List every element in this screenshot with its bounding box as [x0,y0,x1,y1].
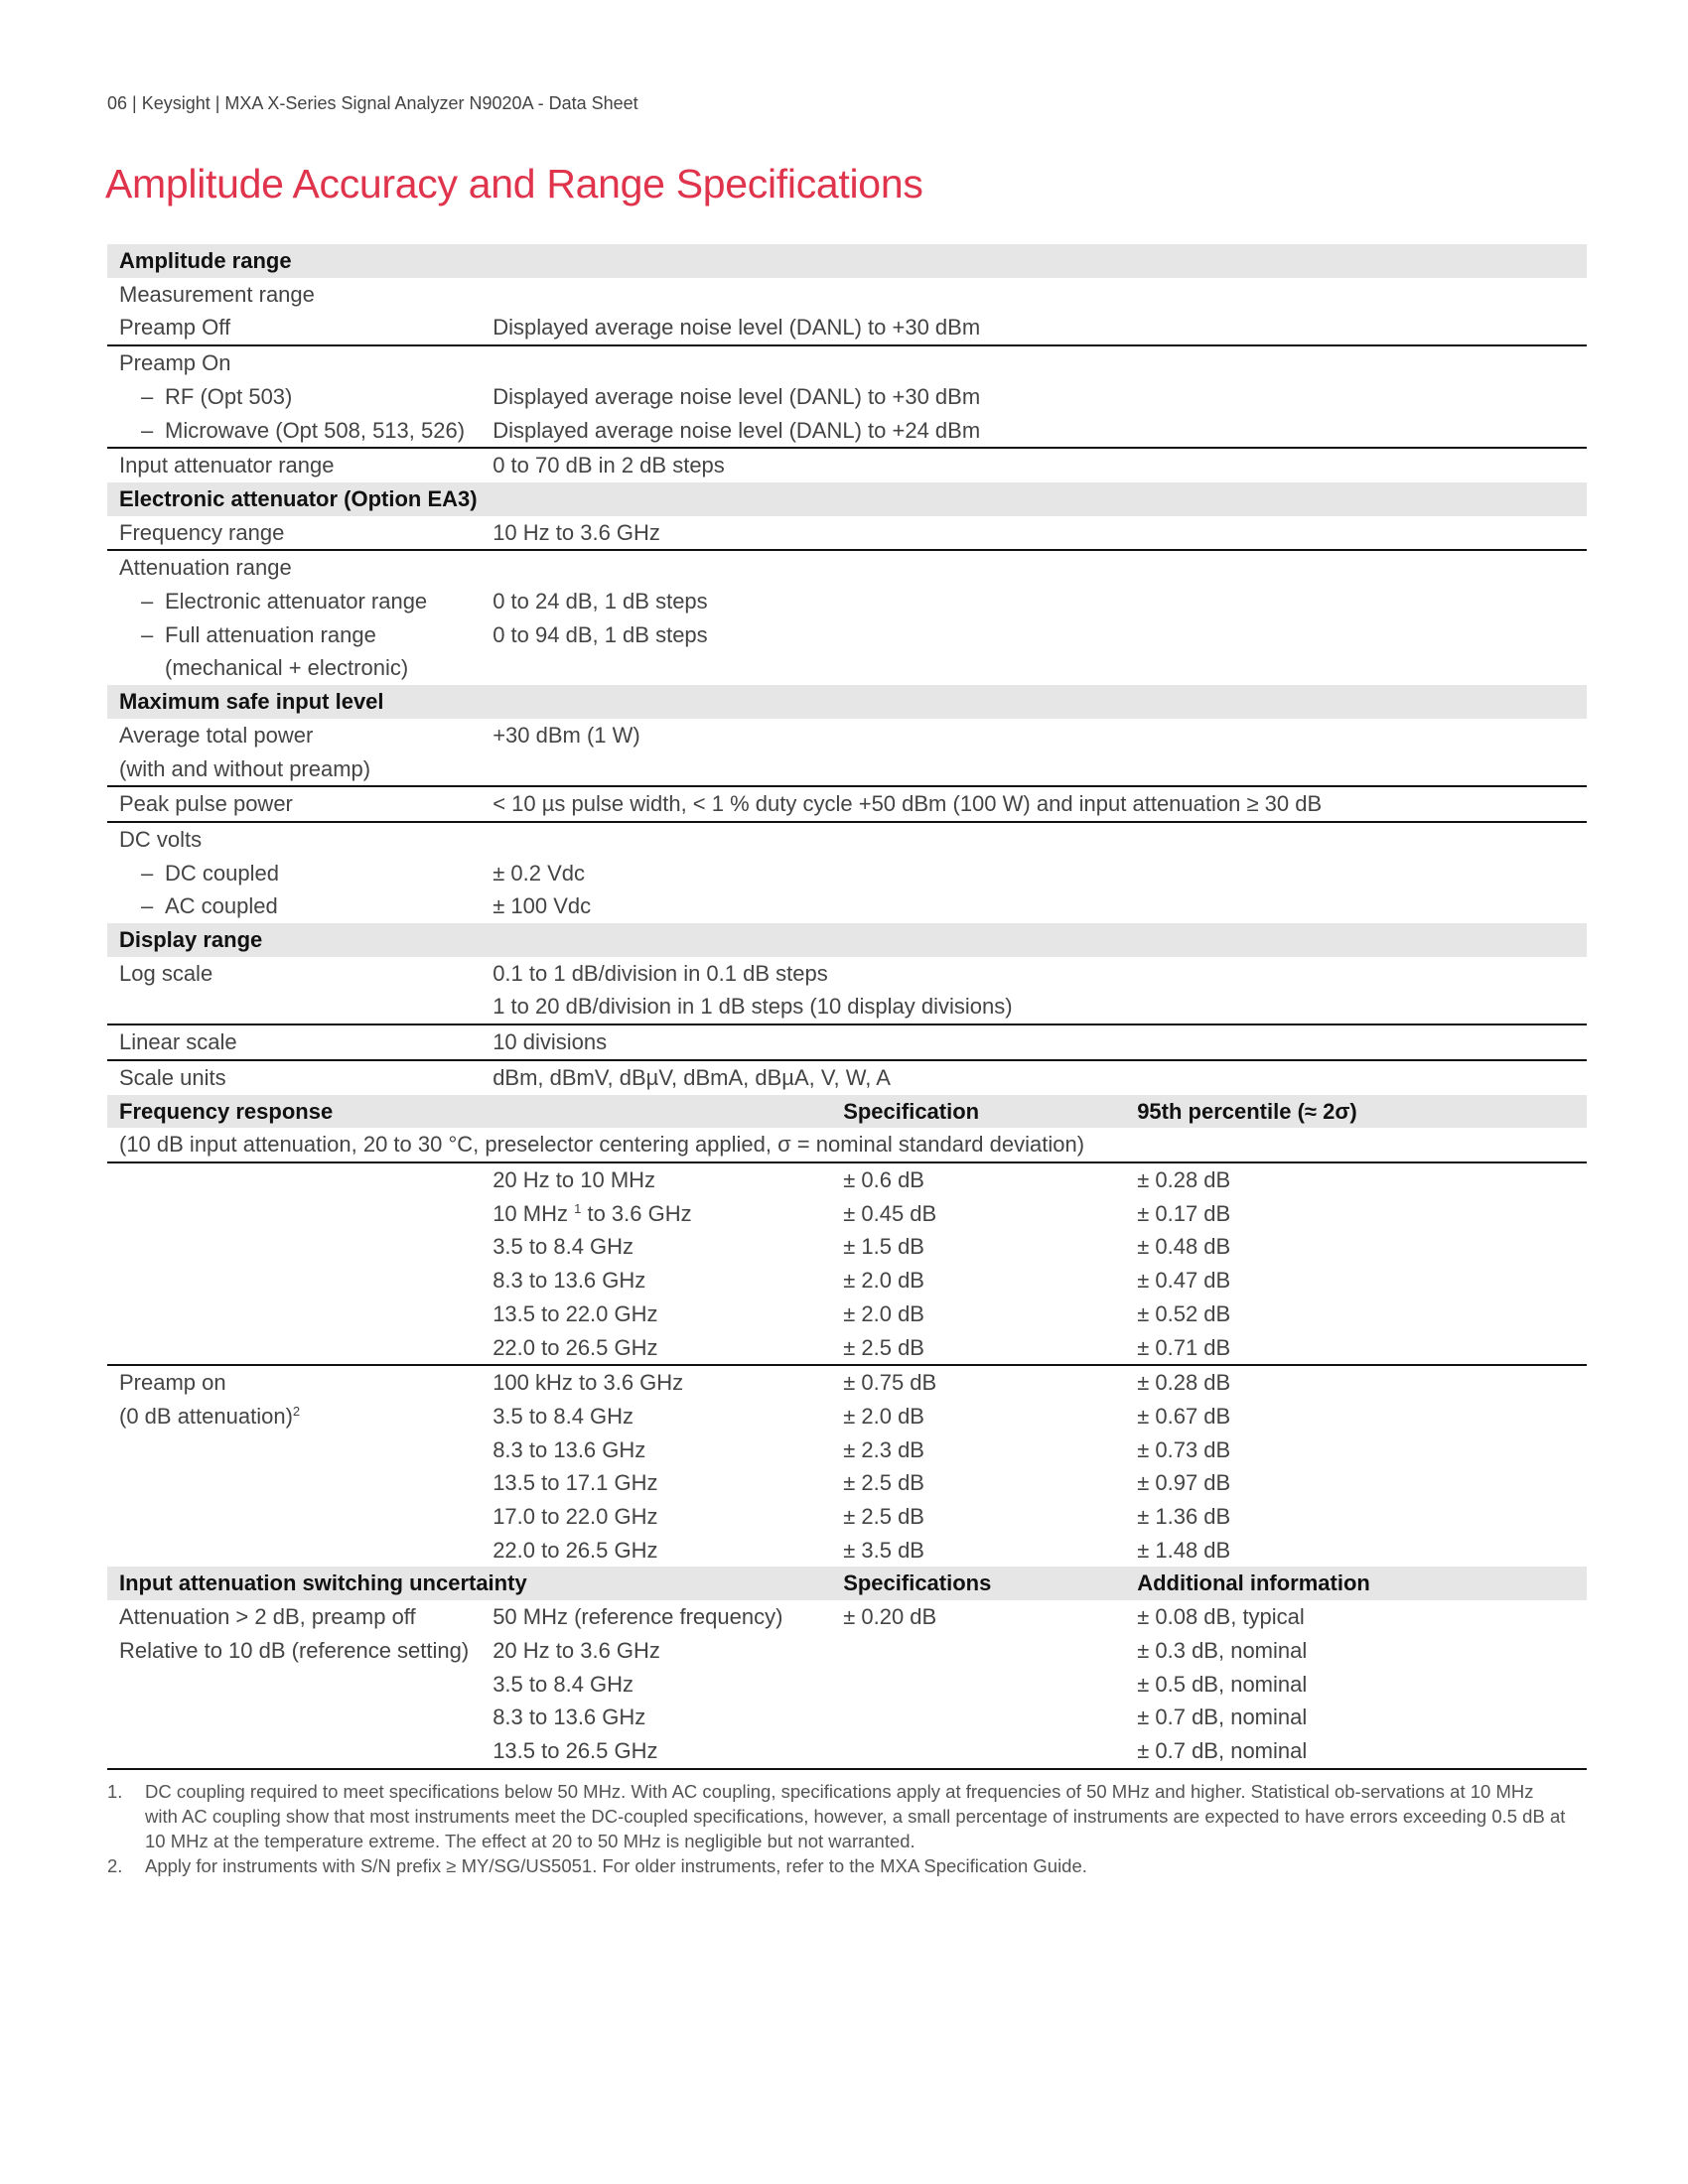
empty-cell [107,1734,481,1769]
row-label [107,414,481,449]
preamp-rows [107,1365,1587,1567]
percentile-cell: ± 0.48 dB [1137,1234,1231,1260]
row-label [107,889,481,923]
footnote-text: DC coupling required to meet specifications below 50 MHz. With AC coupling, specifications apply at frequencies of 50 MHz and higher. Statistical ob-servations at 10 MHz with AC coupling show that most instruments meet the DC-coupled specifications, however, a small percentage of instruments are expected to have errors exceeding 0.5 dB at 10 MHz at the temperature extreme. The effect at 20 to 50 MHz is negligible but not warranted. [145,1781,1566,1851]
percentile-cell: ± 0.97 dB [1137,1470,1231,1496]
table-row [107,345,1587,380]
section-heading: Maximum safe input level [107,685,1587,719]
specification-cell: ± 2.5 dB [843,1504,924,1530]
table-row [107,651,1587,685]
row-value: Displayed average noise level (DANL) to +30 dBm [492,383,981,409]
table-row [107,311,1587,345]
specification-cell: ± 2.5 dB [843,1470,924,1496]
empty-cell [107,1264,481,1297]
specification-cell: ± 2.3 dB [843,1436,924,1462]
row-value: Displayed average noise level (DANL) to +24 dBm [481,414,1587,449]
table-row [107,1024,1587,1060]
row-value: 0 to 94 dB, 1 dB steps [492,621,708,647]
column-header-specification: Specification [831,1095,1125,1129]
frequency-text: 3.5 to 8.4 GHz [492,1234,634,1260]
row-label-text: AC coupled [165,893,278,919]
row-label [107,618,481,652]
table-row [107,278,1587,312]
frequency-cell: 100 kHz to 3.6 GHz [492,1370,684,1396]
row-value: 1 to 20 dB/division in 1 dB steps (10 display divisions) [481,990,1587,1024]
frequency-response-rows [107,1162,1587,1365]
section-heading: Display range [107,923,1587,957]
row-label: Frequency range [107,516,481,551]
row-label: Relative to 10 dB (reference setting) [119,1637,470,1663]
table-row [107,822,1587,857]
column-header-additional-info: Additional information [1125,1567,1587,1600]
frequency-cell [481,1197,831,1231]
footnote [107,1779,1567,1853]
frequency-cell: 8.3 to 13.6 GHz [492,1436,646,1462]
percentile-cell: ± 0.52 dB [1137,1300,1231,1326]
empty-cell [107,1466,481,1500]
frequency-text: 8.3 to 13.6 GHz [492,1268,646,1294]
table-row [107,957,1587,991]
row-value: 10 Hz to 3.6 GHz [481,516,1587,551]
empty-cell [107,1197,481,1231]
additional-info-cell: ± 0.08 dB, typical [1137,1604,1305,1630]
footnote-number: 2. [107,1855,123,1876]
empty-cell [107,1433,481,1467]
footnote-ref: 2 [292,1403,301,1419]
row-value: 0 to 24 dB, 1 dB steps [492,589,708,614]
table-row [107,516,1587,551]
table-row [107,1162,1587,1197]
percentile-cell: ± 0.17 dB [1137,1200,1231,1226]
table-row [107,1400,1587,1433]
frequency-cell [481,1162,831,1197]
table-row [107,448,1587,482]
row-value: Displayed average noise level (DANL) to +30 dBm [481,311,1587,345]
row-value: +30 dBm (1 W) [492,722,640,748]
empty-cell [107,1230,481,1264]
frequency-cell [481,1230,831,1264]
specification-cell [831,1734,1125,1769]
specification-cell: ± 2.0 dB [843,1300,924,1326]
frequency-cell: 50 MHz (reference frequency) [492,1604,783,1630]
table-row [107,786,1587,822]
dash: – [141,589,154,614]
table-row [107,1197,1587,1231]
table-row [107,1433,1587,1467]
frequency-cell [481,1264,831,1297]
frequency-cell: 3.5 to 8.4 GHz [492,1671,634,1697]
row-label: Linear scale [107,1024,481,1060]
table-row [107,719,1587,752]
frequency-text: 10 MHz [492,1200,568,1226]
page-header: 06 | Keysight | MXA X-Series Signal Analyzer N9020A - Data Sheet [107,93,638,113]
row-label-text: Electronic attenuator range [165,589,428,614]
percentile-cell: ± 0.67 dB [1137,1403,1231,1429]
table-row [107,414,1587,449]
empty-cell [107,1162,481,1197]
table-row [107,1701,1587,1734]
row-label: (with and without preamp) [107,752,1587,787]
dash: – [141,860,154,886]
empty-cell [107,1701,481,1734]
table-row [107,550,1587,585]
row-value: ± 100 Vdc [492,893,592,919]
column-header-percentile: 95th percentile (≈ 2σ) [1125,1095,1587,1129]
table-row [107,1128,1587,1162]
section-display-range [107,923,1587,957]
row-label: Preamp On [119,350,231,376]
additional-info-cell: ± 0.7 dB, nominal [1137,1705,1308,1730]
row-label-text: Full attenuation range [165,621,376,647]
table-row [107,752,1587,787]
row-label-text: RF (Opt 503) [165,383,293,409]
dash: – [141,417,154,443]
percentile-cell: ± 0.71 dB [1125,1331,1587,1366]
row-label: Scale units [119,1064,226,1090]
empty-cell [107,1331,481,1366]
specification-cell: ± 2.0 dB [843,1268,924,1294]
percentile-cell: ± 1.48 dB [1137,1537,1231,1563]
additional-info-cell: ± 0.7 dB, nominal [1125,1734,1587,1769]
table-row [107,1500,1587,1534]
row-label-text: Microwave (Opt 508, 513, 526) [165,417,466,443]
section-amplitude-range [107,244,1587,278]
table-row [107,1734,1587,1769]
frequency-cell [481,1297,831,1331]
row-label: Log scale [119,960,213,986]
specification-cell: ± 3.5 dB [843,1537,924,1563]
frequency-text: 22.0 to 26.5 GHz [492,1334,658,1360]
percentile-cell: ± 1.36 dB [1137,1504,1231,1530]
section-max-safe-input [107,685,1587,719]
specification-cell: ± 0.45 dB [843,1200,937,1226]
row-label: Attenuation range [119,555,292,581]
row-label-text: (0 dB attenuation) [119,1403,293,1429]
frequency-cell: 13.5 to 17.1 GHz [492,1470,658,1496]
row-label [107,857,481,890]
column-header-specifications: Specifications [831,1567,1125,1600]
row-value: 0.1 to 1 dB/division in 0.1 dB steps [492,960,828,986]
empty-cell [107,1668,481,1702]
table-row [107,1297,1587,1331]
frequency-cell: 3.5 to 8.4 GHz [492,1403,634,1429]
specification-cell [831,1701,1125,1734]
table-row [107,1600,1587,1634]
empty-cell [107,990,481,1024]
row-value: 10 divisions [481,1024,1587,1060]
row-value: ± 0.2 Vdc [492,860,585,886]
table-row [107,380,1587,414]
dash: – [141,383,154,409]
page-title: Amplitude Accuracy and Range Specifications [105,161,923,206]
frequency-cell: 8.3 to 13.6 GHz [492,1705,646,1730]
specification-cell: ± 2.0 dB [843,1403,924,1429]
specification-cell [831,1634,1125,1668]
input-attenuation-rows [107,1600,1587,1769]
table-row [107,1060,1587,1095]
row-value: 0 to 70 dB in 2 dB steps [492,453,725,478]
table-row [107,889,1587,923]
table-row [107,1634,1587,1668]
table-row [107,1365,1587,1400]
empty-cell [107,1500,481,1534]
empty-cell [481,651,1587,685]
footnote-number: 1. [107,1781,123,1802]
specification-cell: ± 0.6 dB [843,1166,924,1192]
row-label-text: DC coupled [165,860,279,886]
row-label: Input attenuator range [119,453,335,478]
row-label: DC volts [119,826,203,852]
row-label [107,1400,481,1433]
percentile-cell: ± 0.28 dB [1137,1370,1231,1396]
frequency-text: 20 Hz to 10 MHz [492,1166,656,1192]
frequency-cell: 13.5 to 26.5 GHz [481,1734,831,1769]
empty-cell [107,1534,481,1568]
specification-cell: ± 2.5 dB [831,1331,1125,1366]
table-row [107,618,1587,652]
specification-cell: ± 0.20 dB [843,1604,937,1630]
specification-cell: ± 1.5 dB [843,1234,924,1260]
footnote [107,1853,1567,1878]
row-value: < 10 µs pulse width, < 1 % duty cycle +50 dBm (100 W) and input attenuation ≥ 30 dB [481,786,1587,822]
frequency-text: 13.5 to 22.0 GHz [492,1300,658,1326]
percentile-cell: ± 0.47 dB [1137,1268,1231,1294]
section-electronic-attenuator [107,482,1587,516]
row-label: Preamp Off [107,311,481,345]
row-value: dBm, dBmV, dBµV, dBmA, dBµA, V, W, A [492,1064,891,1090]
frequency-response-note: (10 dB input attenuation, 20 to 30 °C, preselector centering applied, σ = nominal standard deviation) [107,1128,1587,1162]
row-label: Average total power [119,722,314,748]
dash: – [141,621,154,647]
row-label [107,585,481,618]
table-row [107,1331,1587,1366]
row-label: Attenuation > 2 dB, preamp off [119,1604,416,1630]
specification-cell [831,1668,1125,1702]
section-input-attenuation-switching [107,1567,1587,1600]
table-row [107,1230,1587,1264]
section-heading: Input attenuation switching uncertainty [107,1567,831,1600]
row-label: (mechanical + electronic) [165,655,409,681]
section-frequency-response [107,1095,1587,1129]
additional-info-cell: ± 0.3 dB, nominal [1137,1637,1308,1663]
dash: – [141,893,154,919]
section-heading: Amplitude range [107,244,1587,278]
frequency-cell: 20 Hz to 3.6 GHz [492,1637,660,1663]
frequency-text-rest: to 3.6 GHz [581,1200,692,1226]
table-row [107,1668,1587,1702]
footnotes [107,1779,1567,1878]
footnote-text: Apply for instruments with S/N prefix ≥ MY/SG/US5051. For older instruments, refer to the MXA Specification Guide. [145,1855,1087,1876]
table-row [107,1534,1587,1568]
footnote-ref: 1 [574,1200,582,1216]
row-label [107,380,481,414]
specification-cell: ± 0.75 dB [843,1370,937,1396]
section-heading: Electronic attenuator (Option EA3) [107,482,1587,516]
frequency-cell: 17.0 to 22.0 GHz [492,1504,658,1530]
table-row [107,857,1587,890]
table-row [107,1466,1587,1500]
row-label: Preamp on [119,1370,226,1396]
additional-info-cell: ± 0.5 dB, nominal [1137,1671,1308,1697]
table-row [107,1264,1587,1297]
row-label: Measurement range [119,281,315,307]
spec-table [107,244,1587,1770]
empty-cell [107,1297,481,1331]
percentile-cell: ± 0.28 dB [1137,1166,1231,1192]
row-label: Peak pulse power [107,786,481,822]
frequency-cell [481,1331,831,1366]
percentile-cell: ± 0.73 dB [1137,1436,1231,1462]
table-row [107,990,1587,1024]
frequency-cell: 22.0 to 26.5 GHz [492,1537,658,1563]
section-heading: Frequency response [107,1095,831,1129]
table-row [107,585,1587,618]
